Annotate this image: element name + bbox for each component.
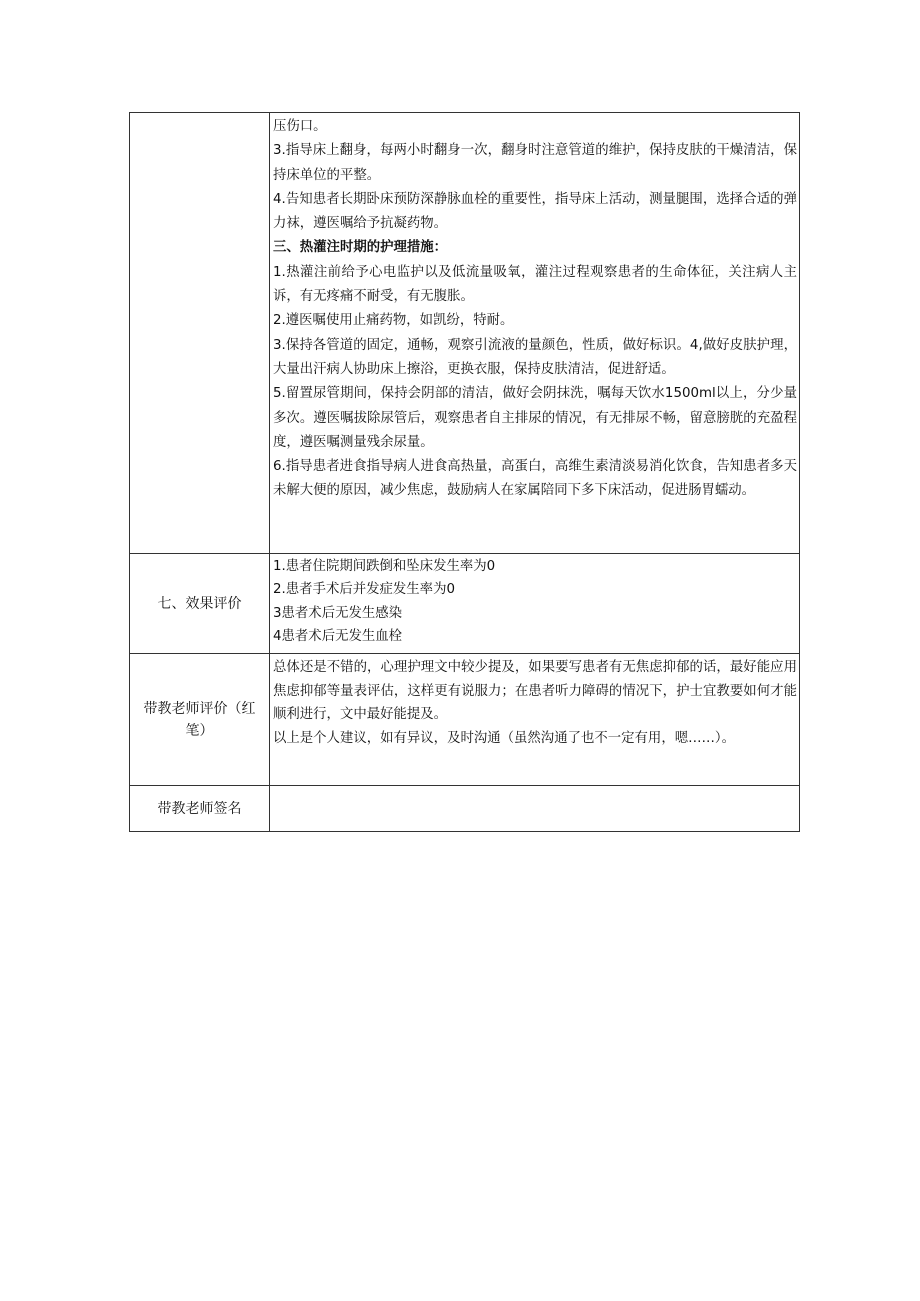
row-label-effect-evaluation: 七、效果评价: [130, 554, 270, 654]
table-row-mentor-signature: [130, 786, 800, 832]
nursing-record-table: [129, 112, 800, 832]
comment-line: 以上是个人建议，如有异议，及时沟通（虽然沟通了也不一定有用，嗯……）。: [273, 730, 735, 746]
effect-line: 2.患者手术后并发症发生率为0: [273, 582, 455, 598]
measure-line: 6.指导患者进食指导病人进食高热量，高蛋白，高维生素清淡易消化饮食，告知患者多天未解大便的原因，减少焦虑，鼓励病人在家属陪同下多下床活动，促进肠胃蠕动。: [273, 459, 797, 499]
section-heading: 三、热灌注时期的护理措施：: [273, 240, 448, 256]
comment-line: 总体还是不错的，心理护理文中较少提及，如果要写患者有无焦虑抑郁的话，最好能应用焦虑抑郁等量表评估，这样更有说服力；在患者听力障碍的情况下，护士宜教要如何才能顺利进行，文中最好能提及。: [273, 660, 797, 722]
measure-line: 2.遵医嘱使用止痛药物，如凯纷，特耐。: [273, 313, 514, 329]
measure-line: 压伤口。: [273, 119, 327, 134]
effect-line: 4患者术后无发生血栓: [273, 628, 403, 644]
measure-line: 5.留置尿管期间，保持会阴部的清洁，做好会阴抹洗，嘱每天饮水1500ml以上，分少量多次。遵医嘱拔除尿管后，观察患者自主排尿的情况，有无排尿不畅，留意膀胱的充盈程度，遵医嘱测量残余尿量。: [273, 386, 797, 450]
effect-line: 1.患者住院期间跌倒和坠床发生率为0: [273, 559, 496, 574]
table-row-nursing-measures: [130, 113, 800, 554]
table-row-effect-evaluation: [130, 554, 800, 654]
measure-line: 4.告知患者长期卧床预防深静脉血栓的重要性，指导床上活动，测量腿围，选择合适的弹力袜，遵医嘱给予抗凝药物。: [273, 191, 797, 232]
measure-line: 3.指导床上翻身，每两小时翻身一次，翻身时注意管道的维护，保持皮肤的干燥清洁，保持床单位的平整。: [273, 143, 797, 183]
mentor-signature-field[interactable]: [270, 786, 800, 832]
row-label-mentor-signature: 带教老师签名: [130, 786, 270, 832]
effect-evaluation-content: [270, 554, 800, 654]
measure-line: 3.保持各管道的固定，通畅，观察引流液的量颜色，性质，做好标识。4,做好皮肤护理，大量出汗病人协助床上擦浴，更换衣服，保持皮肤清洁，促进舒适。: [273, 337, 797, 377]
mentor-comment-content: [270, 654, 800, 786]
row-label-mentor-comment: 带教老师评价（红笔）: [130, 654, 270, 786]
row-label-empty: [130, 113, 270, 554]
nursing-measures-content: [270, 113, 800, 554]
effect-line: 3患者术后无发生感染: [273, 605, 403, 621]
table-row-mentor-comment: [130, 654, 800, 786]
measure-line: 1.热灌注前给予心电监护以及低流量吸氧，灌注过程观察患者的生命体征，关注病人主诉，有无疼痛不耐受，有无腹胀。: [273, 264, 797, 305]
